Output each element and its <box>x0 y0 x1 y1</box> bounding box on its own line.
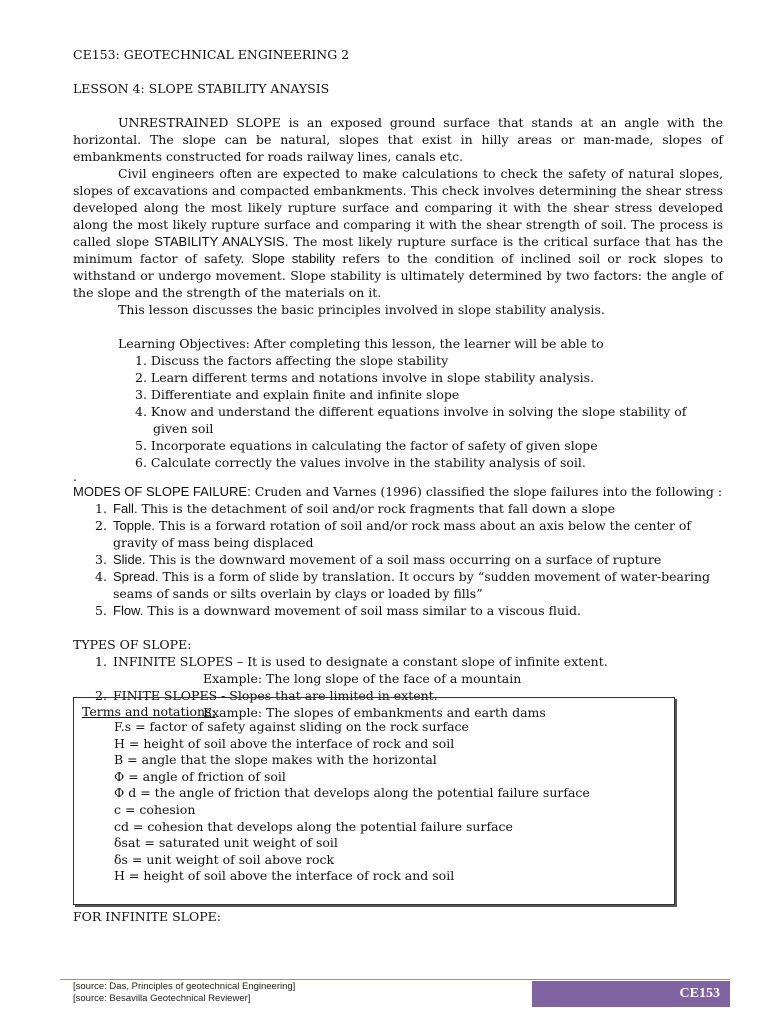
course-badge: CE153 <box>532 981 730 1007</box>
type-item-infinite: 1. INFINITE SLOPES – It is used to designate a constant slope of infinite extent. Example: The long slope of the face of a mountain <box>73 653 723 687</box>
footer-divider <box>60 979 730 980</box>
mode-item-slide: 3. Slide. This is the downward movement of a soil mass occurring on a surface of rupture <box>95 552 662 567</box>
terms-box-title: Terms and notations: <box>82 704 216 719</box>
mode-item-fall: 1. Fall. This is the detachment of soil and/or rock fragments that fall down a slope <box>95 501 615 516</box>
type-example: Example: The slopes of embankments and earth dams <box>203 705 546 720</box>
objective-item: 2. Learn different terms and notations involve in slope stability analysis. <box>135 370 595 385</box>
slope-stability-term: Slope stability <box>251 251 336 266</box>
types-heading: TYPES OF SLOPE: <box>73 637 192 652</box>
footer-source-2: [source: Besavilla Geotechnical Reviewer] <box>73 993 251 1004</box>
term-item: F.s = factor of safety against sliding on the rock surface <box>114 719 469 734</box>
objective-item: 4. Know and understand the different equations involve in solving the slope stability of given soil <box>135 404 687 436</box>
objectives-heading: Learning Objectives: After completing this lesson, the learner will be able to <box>118 336 604 351</box>
term-item: δsat = saturated unit weight of soil <box>114 835 338 851</box>
term-item: Φ = angle of friction of soil <box>114 768 286 784</box>
mode-item-topple: 2. Topple. This is a forward rotation of soil and/or rock mass about an axis below the center of gravity of mass being displaced <box>95 518 692 550</box>
footer-source-1: [source: Das, Principles of geotechnical Engineering] <box>73 981 296 992</box>
term-item: c = cohesion <box>114 801 196 817</box>
infinite-slope-heading: FOR INFINITE SLOPE: <box>73 909 221 924</box>
term-item: δs = unit weight of soil above rock <box>114 851 335 867</box>
document-body <box>73 46 723 721</box>
stray-dot: . <box>73 469 77 484</box>
type-item-finite: 2. FINITE SLOPES - Slopes that are limited in extent. Example: The slopes of embankments and earth dams <box>73 687 723 721</box>
objective-item: 6. Calculate correctly the values involve in the stability analysis of soil. <box>135 455 586 470</box>
modes-heading: MODES OF SLOPE FAILURE: <box>73 484 251 499</box>
stability-analysis-term: STABILITY ANALYSIS <box>154 234 285 249</box>
unrestrained-slope-term: UNRESTRAINED SLOPE <box>118 115 281 130</box>
course-title: CE153: GEOTECHNICAL ENGINEERING 2 <box>73 47 350 62</box>
term-item: H = height of soil above the interface of rock and soil <box>114 868 455 884</box>
modes-of-failure-section: MODES OF SLOPE FAILURE: Cruden and Varnes (1996) classified the slope failures into the following : 1. Fall. This is the detachment of soil and/or rock fragments that fall down a slope 2. Topple. This is a forward rotation of soil and/or rock mass about an axis below the center of gravity of mass being displaced 3. Slide. This is the downward movement of a soil mass occurring on a surface of rupture 4. Spread. This is a form of slide by translation. It occurs by “sudden movement of water-bearing seams of sands or silts overlain by clays or loaded by fills” 5. Flow. This is a downward movement of soil mass similar to a viscous fluid. <box>73 484 723 618</box>
terms-list <box>114 719 590 885</box>
objective-item: 3. Differentiate and explain finite and infinite slope <box>135 387 460 402</box>
objective-item: 1. Discuss the factors affecting the slope stability <box>135 353 449 368</box>
terms-and-notations-box <box>73 697 675 905</box>
lesson-title: LESSON 4: SLOPE STABILITY ANAYSIS <box>73 81 330 96</box>
term-item: H = height of soil above the interface of rock and soil <box>114 735 455 751</box>
type-example: Example: The long slope of the face of a mountain <box>203 671 522 686</box>
intro-paragraph-3: This lesson discusses the basic principles involved in slope stability analysis. <box>118 302 605 317</box>
term-item: cd = cohesion that develops along the potential failure surface <box>114 818 513 834</box>
mode-item-flow: 5. Flow. This is a downward movement of soil mass similar to a viscous fluid. <box>95 603 581 618</box>
term-item: B = angle that the slope makes with the horizontal <box>114 752 437 768</box>
mode-item-spread: 4. Spread. This is a form of slide by translation. It occurs by “sudden movement of water-bearing seams of sands or silts overlain by clays or loaded by fills” <box>95 569 711 601</box>
learning-objectives <box>118 335 723 471</box>
intro-paragraph-1: UNRESTRAINED SLOPE is an exposed ground surface that stands at an angle with the horizontal. The slope can be natural, slopes that exist in hilly areas or man-made, slopes of embankments constructed for roads railway lines, canals etc. <box>73 115 723 164</box>
term-item: Φ d = the angle of friction that develops along the potential failure surface <box>114 785 590 801</box>
objective-item: 5. Incorporate equations in calculating the factor of safety of given slope <box>135 438 598 453</box>
intro-paragraph-2: Civil engineers often are expected to make calculations to check the safety of natural slopes, slopes of excavations and compacted embankments. This check involves determining the shear stress developed along the most likely rupture surface and comparing it with the shear stress developed along the most likely rupture surface and comparing it with the shear strength of soil. The process is called slope STABILITY ANALYSIS. The most likely rupture surface is the critical surface that has the minimum factor of safety. Slope stability refers to the condition of inclined soil or rock slopes to withstand or undergo movement. Slope stability is ultimately determined by two factors: the angle of the slope and the strength of the materials on it. <box>73 166 723 300</box>
